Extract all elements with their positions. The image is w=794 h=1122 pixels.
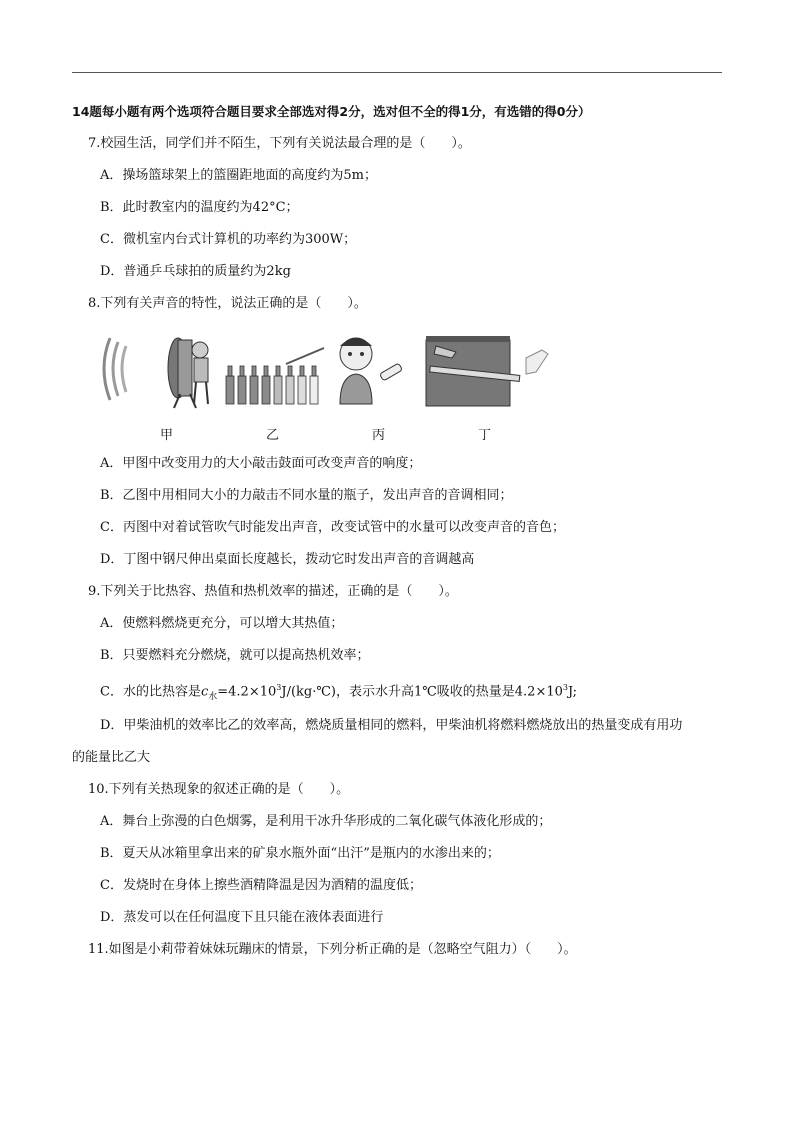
q9-option-c: C．水的比热容是$c_水=4.2\times 10^3J/(kg\cdot℃)$，表示水升高1℃吸收的热量是$4.2\times 10^3J$; bbox=[100, 683, 578, 702]
figure-label-bing: 丙 bbox=[372, 428, 386, 443]
q8-option-d: D．丁图中钢尺伸出桌面长度越长，拨动它时发出声音的音调越高 bbox=[100, 552, 475, 567]
q7-option-c: C．微机室内台式计算机的功率约为300W； bbox=[100, 232, 357, 247]
q10-option-b: B．夏天从冰箱里拿出来的矿泉水瓶外面“出汗”是瓶内的水渗出来的； bbox=[100, 846, 500, 861]
q9-option-d-line1: D．甲柴油机的效率比乙的效率高，燃烧质量相同的燃料，甲柴油机将燃料燃烧放出的热量变成有用功 bbox=[100, 718, 683, 733]
figure-bing-boy bbox=[340, 338, 403, 404]
q10-option-c: C．发烧时在身体上擦些酒精降温是因为酒精的温度低； bbox=[100, 878, 422, 893]
figure-label-jia: 甲 bbox=[160, 428, 174, 443]
q10-option-d: D．蒸发可以在任何温度下且只能在液体表面进行 bbox=[100, 910, 384, 925]
q8-option-b: B．乙图中用相同大小的力敲击不同水量的瓶子，发出声音的音调相同； bbox=[100, 488, 513, 503]
figure-yi-bottles bbox=[226, 348, 324, 404]
q9-option-b: B．只要燃料充分燃烧，就可以提高热机效率； bbox=[100, 648, 370, 663]
figure-jia-drum bbox=[104, 338, 208, 408]
q11-stem: 11.如图是小莉带着妹妹玩蹦床的情景，下列分析正确的是（忽略空气阻力）（ ）。 bbox=[88, 942, 577, 957]
q8-option-c: C．丙图中对着试管吹气时能发出声音，改变试管中的水量可以改变声音的音色； bbox=[100, 520, 565, 535]
q8-stem: 8.下列有关声音的特性，说法正确的是（ ）。 bbox=[88, 296, 367, 311]
q7-option-d: D．普通乒乓球拍的质量约为2kg bbox=[100, 264, 291, 279]
q8-option-a: A．甲图中改变用力的大小敲击鼓面可改变声音的响度； bbox=[100, 456, 422, 471]
q7-option-a: A．操场篮球架上的篮圈距地面的高度约为5m； bbox=[100, 168, 377, 183]
figure-label-yi: 乙 bbox=[266, 428, 280, 443]
header-rule bbox=[72, 72, 722, 73]
q9-option-d-line2: 的能量比乙大 bbox=[72, 750, 151, 765]
figure-ding-ruler bbox=[426, 336, 548, 406]
q9-option-a: A．使燃料燃烧更充分，可以增大其热值； bbox=[100, 616, 344, 631]
q9-stem: 9.下列关于比热容、热值和热机效率的描述，正确的是（ ）。 bbox=[88, 584, 458, 599]
q7-stem: 7.校园生活，同学们并不陌生，下列有关说法最合理的是（ ）。 bbox=[88, 136, 471, 151]
q10-stem: 10.下列有关热现象的叙述正确的是（ ）。 bbox=[88, 782, 350, 797]
q7-option-b: B．此时教室内的温度约为42°C； bbox=[100, 200, 299, 215]
section-instruction: 14题每小题有两个选项符合题目要求全部选对得2分，选对但不全的得1分，有选错的得0分） bbox=[72, 104, 591, 119]
figure-label-ding: 丁 bbox=[478, 428, 492, 443]
q10-option-a: A．舞台上弥漫的白色烟雾，是利用干冰升华形成的二氧化碳气体液化形成的； bbox=[100, 814, 552, 829]
